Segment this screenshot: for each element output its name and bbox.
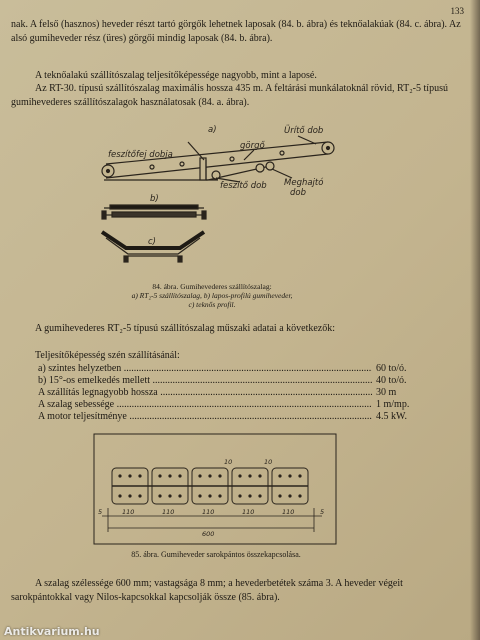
belt-joint-plates <box>112 468 308 504</box>
watermark-logo: Antikvarium.hu <box>4 625 100 638</box>
page-gutter-shadow <box>470 0 480 640</box>
fig84-caption-line3: c) teknős profil. <box>188 300 236 309</box>
fig85-dim-5-right: 5 <box>320 508 325 516</box>
fig84-label-gorgo: görgő <box>240 141 265 151</box>
spec-label: b) 15°-os emelkedés mellett ..... <box>38 375 372 387</box>
spec-value: 1 m/mp. <box>376 399 410 410</box>
fig85-dim-110: 110 <box>122 508 135 516</box>
fig85-dim-110: 110 <box>202 508 215 516</box>
fig84-label-meghajto-1: Meghajtó <box>284 178 324 188</box>
fig84-label-a: a) <box>208 125 217 135</box>
paragraph-rollers: nak. A felső (hasznos) heveder részt tartó görgők lehetnek laposak (84. b. ábra) és teknőalakúak (84. c. ábra). Az alsó gumiheveder rész (üres) görgői mindig laposak (84. b. ábra). <box>11 19 461 44</box>
spec-label: A szalag sebessége ..... <box>38 399 372 411</box>
figure-85-belt-joint-drawing <box>92 432 340 546</box>
fig85-dim-5-left: 5 <box>98 508 103 516</box>
spec-value: 60 to/ó. <box>376 363 407 374</box>
page-number: 133 <box>450 6 464 16</box>
fig84-label-feszitofej-dobja: feszítőfej dobja <box>108 150 173 160</box>
spec-label: A motor teljesítménye ..... <box>38 411 372 423</box>
spec-row <box>38 375 438 387</box>
spec-label: a) szintes helyzetben ..... <box>38 363 372 375</box>
spec-value: 30 m <box>376 387 397 398</box>
spec-value: 4.5 kW. <box>376 411 408 422</box>
fig85-dim-110: 110 <box>282 508 295 516</box>
spec-label: A szállítás legnagyobb hossza ..... <box>38 387 372 399</box>
fig84-label-meghajto-2: dob <box>290 188 306 198</box>
spec-row <box>38 411 438 423</box>
spec-value: 40 to/ó. <box>376 375 407 386</box>
fig85-dim-10: 10 <box>224 458 233 466</box>
fig84-caption-line1: 84. ábra. Gumihevederes szállítószalag: <box>152 282 272 291</box>
figure-84-caption <box>96 282 328 309</box>
fig84-label-c: c) <box>148 237 156 247</box>
paragraph-capacity: Teljesítőképesség szén szállításánál: <box>35 350 180 361</box>
paragraph-belt-width: A szalag szélessége 600 mm; vastagsága 8 mm; a hevederbetétek száma 3. A heveder végeit sarokpántokkal vagy Nilos-kapcsokkal kapcsolják össze (85. ábra). <box>11 578 403 603</box>
fig85-dim-600: 600 <box>202 530 215 538</box>
spec-list <box>38 363 438 423</box>
fig85-dim-110: 110 <box>242 508 255 516</box>
fig84-label-urito-dob: Ürítő dob <box>284 126 324 136</box>
profile-b-flat-belt <box>102 205 206 219</box>
spec-row <box>38 399 438 411</box>
figure-85-caption: 85. ábra. Gumiheveder sarokpántos összekapcsolása. <box>131 550 301 559</box>
fig84-caption-line2: a) RT₂-5 szállítószalag, b) lapos-profilú gumiheveder, <box>131 291 293 300</box>
fig84-label-feszito-dob: feszítő dob <box>220 181 267 191</box>
spec-row <box>38 387 438 399</box>
spec-row <box>38 363 438 375</box>
paragraph-specs-intro: A gumihevederes RT₂-5 típusú szállítószalag műszaki adatai a következők: <box>35 323 336 334</box>
fig85-dim-110: 110 <box>162 508 175 516</box>
fig85-dim-10: 10 <box>264 458 273 466</box>
paragraph-trough-capacity: A teknőalakú szállítószalag teljesítőképessége nagyobb, mint a laposé. <box>35 70 317 81</box>
figure-84-conveyor-drawing <box>92 120 342 286</box>
paragraph-rt30: Az RT-30. típusú szállítószalag maximális hossza 435 m. A feltárási munkálatoknál rövid, RT₂-5 típusú gumihevederes szállítószalagok használatosak (84. a. ábra). <box>11 83 448 108</box>
fig84-label-b: b) <box>150 194 159 204</box>
